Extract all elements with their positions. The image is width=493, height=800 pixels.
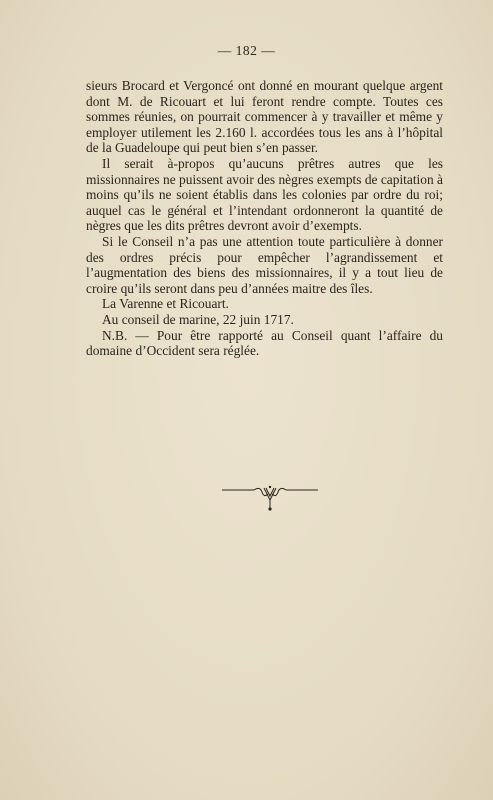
signature-line: La Varenne et Ricouart. bbox=[102, 296, 229, 312]
paragraph: Si le Conseil n’a pas une attention toute particulière à donner des ordres précis pour empêcher l’agrandissement et l’augmentation des biens des missionnaires, il y a tout lieu de croire qu’ils seront dans peu d’années maitre des îles. bbox=[86, 233, 443, 296]
page-number: — 182 — bbox=[217, 43, 276, 58]
note-paragraph: N.B. — Pour être rapporté au Conseil quant l’affaire du domaine d’Occident sera réglée. bbox=[86, 327, 443, 359]
body-text bbox=[86, 78, 443, 359]
date-line: Au conseil de marine, 22 juin 1717. bbox=[102, 311, 294, 327]
paragraph: Il serait à-propos qu’aucuns prêtres autres que les missionnaires ne puissent avoir des nègres exempts de capitation à moins qu’ils ne soient établis dans les colonies par ordre du roi; auquel cas le général et l’intendant ordonneront la quantité de nègres que les dits prêtres devront avoir d’exempts. bbox=[86, 155, 443, 234]
paragraph: sieurs Brocard et Vergoncé ont donné en mourant quelque argent dont M. de Ricouart et lui feront rendre compte. Toutes ces sommes réunies, on pourrait commencer à y travailler et même y employer utilement les 2.160 l. accordées tous les ans à l’hôpital de la Guadeloupe qui peut bien s’en passer. bbox=[86, 78, 443, 156]
fleuron-ornament-icon bbox=[220, 482, 320, 512]
